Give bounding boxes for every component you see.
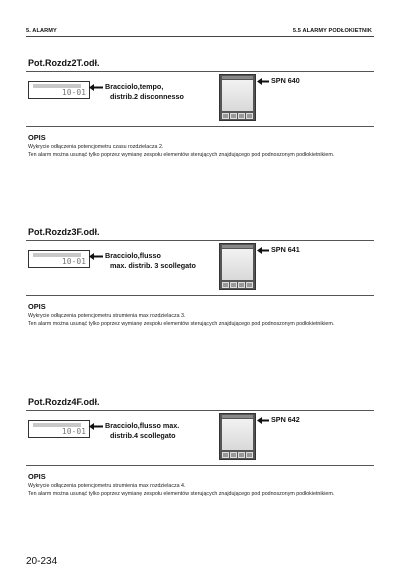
- alarm-description: [28, 483, 378, 498]
- description-line: Ten alarm można usunąć tylko poprzez wymianę zespołu elementów sterujących znajdującego pod podnoszonym podłokietnikiem.: [28, 490, 335, 497]
- panel-buttons: [222, 113, 253, 119]
- section-divider: [26, 465, 374, 466]
- header-chapter: 5. ALARMY: [26, 28, 57, 34]
- display-code: 10-01: [61, 257, 86, 266]
- alarm-message-line2: distrib.2 disconnesso: [110, 91, 184, 101]
- opis-heading: OPIS: [28, 133, 46, 142]
- description-line: Wykrycie odłączenia potencjometru czasu rozdzielacza 2.: [28, 144, 164, 150]
- panel-buttons: [222, 452, 253, 458]
- alarm-section-2: [0, 227, 416, 377]
- description-line: Ten alarm można usunąć tylko poprzez wymianę zespołu elementów sterujących znajdującego pod podnoszonym podłokietnikiem.: [28, 320, 335, 327]
- control-panel-illustration: [219, 413, 256, 460]
- panel-screen: [222, 249, 253, 280]
- arrow-left-icon: [89, 84, 103, 91]
- alarm-message-line1: Bracciolo,tempo,: [105, 82, 164, 91]
- alarm-title: Pot.Rozdz2T.odł.: [28, 58, 100, 68]
- alarm-message-line1: Bracciolo,flusso max.: [105, 421, 180, 430]
- control-panel-illustration: [219, 74, 256, 121]
- alarm-section-3: [0, 397, 416, 547]
- section-divider: [26, 295, 374, 296]
- display-code: 10-01: [61, 88, 86, 97]
- alarm-description: [28, 313, 378, 328]
- spn-code: SPN 641: [271, 245, 300, 254]
- header-section: 5.5 ALARMY PODŁOKIETNIK: [292, 28, 372, 34]
- description-line: Wykrycie odłączenia potencjometru strumienia max rozdzielacza 4.: [28, 483, 186, 489]
- description-line: Ten alarm można usunąć tylko poprzez wymianę zespołu elementów sterujących znajdującego pod podnoszonym podłokietnikiem.: [28, 151, 335, 158]
- panel-buttons: [222, 282, 253, 288]
- alarm-message-line2: max. distrib. 3 scollegato: [110, 260, 196, 270]
- title-divider: [26, 71, 374, 72]
- description-line: Wykrycie odłączenia potencjometru strumienia max rozdzielacza 3.: [28, 313, 186, 319]
- page-number: 20-234: [26, 556, 58, 567]
- alarm-message: [105, 251, 196, 270]
- panel-screen: [222, 80, 253, 111]
- alarm-title: Pot.Rozdz3F.odł.: [28, 227, 100, 237]
- alarm-message: [105, 421, 179, 440]
- title-divider: [26, 410, 374, 411]
- spn-code: SPN 642: [271, 415, 300, 424]
- header-divider: [26, 36, 374, 37]
- opis-heading: OPIS: [28, 302, 46, 311]
- alarm-message-line1: Bracciolo,flusso: [105, 251, 161, 260]
- control-panel-illustration: [219, 243, 256, 290]
- arrow-left-icon: [257, 78, 269, 85]
- alarm-section-1: [0, 58, 416, 208]
- arrow-left-icon: [89, 423, 103, 430]
- alarm-message: [105, 82, 184, 101]
- arrow-left-icon: [257, 417, 269, 424]
- alarm-message-line2: distrib.4 scollegato: [110, 430, 176, 440]
- panel-screen: [222, 419, 253, 450]
- arrow-left-icon: [89, 253, 103, 260]
- display-code: 10-01: [61, 427, 86, 436]
- monitor-display-illustration: [28, 250, 90, 268]
- section-divider: [26, 126, 374, 127]
- monitor-display-illustration: [28, 420, 90, 438]
- alarm-description: [28, 144, 378, 159]
- opis-heading: OPIS: [28, 472, 46, 481]
- title-divider: [26, 240, 374, 241]
- arrow-left-icon: [257, 247, 269, 254]
- alarm-title: Pot.Rozdz4F.odł.: [28, 397, 100, 407]
- spn-code: SPN 640: [271, 76, 300, 85]
- monitor-display-illustration: [28, 81, 90, 99]
